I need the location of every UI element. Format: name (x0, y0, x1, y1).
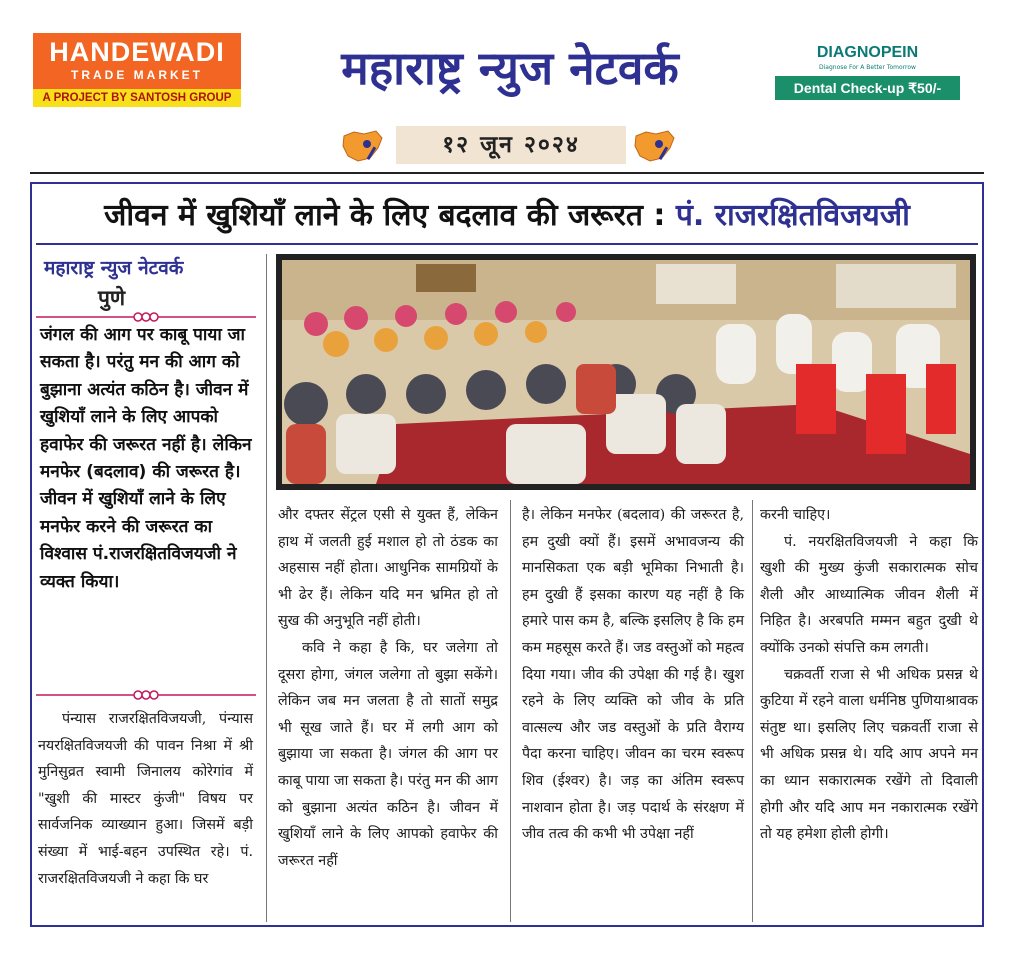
issue-date: १२ जून २०२४ (396, 126, 626, 164)
headline-rule (36, 243, 978, 245)
col2-para-1: और दफ्तर सेंट्रल एसी से युक्त हैं, लेकिन हाथ में जलती हुई मशाल हो तो ठंडक का अहसास नहीं होता। आधुनिक सामग्रियों के भी ढेर हैं। लेकिन यदि मन भ्रमित हो तो सुख की अनुभूति नहीं होती। (278, 507, 498, 630)
body-column-1 (38, 706, 253, 892)
ad-right-offer: Dental Check-up ₹50/- (775, 76, 960, 100)
byline: महाराष्ट्र न्युज नेटवर्क (44, 257, 184, 279)
article-intro: जंगल की आग पर काबू पाया जा सकता है। परंतु मन की आग को बुझाना अत्यंत कठिन है। जीवन में खुशियाँ लाने के लिए आपको हवाफेर की जरूरत नहीं है। लेकिन मनफेर (बदलाव) की जरूरत है। जीवन में खुशियाँ लाने के लिए मनफेर करने की जरूरत का विश्वास पं.राजरक्षितविजयजी ने व्यक्त किया। (40, 325, 252, 592)
headline-main: जीवन में खुशियाँ लाने के लिए बदलाव की जरूरत : (104, 198, 666, 233)
column-separator (752, 500, 753, 922)
ad-handewadi[interactable] (33, 33, 241, 107)
col2-para-2: कवि ने कहा है कि, घर जलेगा तो दूसरा होगा, जंगल जलेगा तो बुझा सकेंगे। लेकिन जब मन जलता है तो सातों समुद्र भी सूख जाते हैं। घर में लगी आग को बुझाया जा सकता है। जंगल की आग पर काबू पाया जा सकता है। परंतु मन की आग को बुझाना अत्यंत कठिन है। जीवन में खुशियाँ लाने के लिए आपको हवाफेर की जरूरत नहीं (278, 639, 498, 869)
divider-ornament-bottom (36, 688, 256, 702)
maharashtra-map-logo-left (340, 128, 384, 164)
column-separator (510, 500, 511, 922)
ad-right-brand: DIAGNOPEIN (816, 44, 919, 61)
ad-left-title: HANDEWADI (49, 37, 225, 67)
ad-left-footer: A PROJECT BY SANTOSH GROUP (33, 89, 241, 107)
article-photo[interactable] (276, 254, 976, 490)
body-column-3 (522, 502, 744, 848)
column-separator (266, 254, 267, 922)
ad-left-subtitle: TRADE MARKET (71, 68, 203, 82)
body-column-4 (760, 502, 978, 848)
col3-para-1: है। लेकिन मनफेर (बदलाव) की जरूरत है, हम दुखी क्यों हैं। इसमें अभावजन्य की मानसिकता एक बड़ी भूमिका निभाती है। हम दुखी हैं इसका कारण यह नहीं है कि हमारे पास कम है, बल्कि इसलिए है कि हम कम महसूस करते हैं। जड वस्तुओं को महत्व दिया गया। जीव की उपेक्षा की गई है। खुश रहने के लिए व्यक्ति को जीव के प्रति वात्सल्य और जड वस्तुओं के प्रति वैराग्य पैदा करना चाहिए। जीवन का चरम स्वरूप शिव (ईश्वर) है। जड़ का अंतिम स्वरूप नाशवान होता है। जड़ पदार्थ के संरक्षण में जीव तत्व की कभी भी उपेक्षा नहीं (522, 507, 744, 843)
maharashtra-map-logo-right (632, 128, 676, 164)
event-photo-illustration (276, 254, 976, 490)
col4-para-2: पं. नयरक्षितविजयजी ने कहा कि खुशी की मुख्य कुंजी सकारात्मक सोच शैली और आध्यात्मिक जीवन शैली में निहित है। अरबपति मम्मन बहुत दुखी थे क्योंकि उनको संपत्ति कम लगती। (760, 533, 978, 656)
col1-para: पंन्यास राजरक्षितविजयजी, पंन्यास नयरक्षितविजयजी की पावन निश्रा में श्री मुनिसुव्रत स्वामी जिनालय कोरेगांव में "खुशी की मास्टर कुंजी" विषय पर सार्वजनिक व्याख्यान हुआ। जिसमें बड़ी संख्या में भाई-बहन उपस्थित रहे। पं. राजरक्षितविजयजी ने कहा कि घर (38, 711, 253, 887)
headline-person: पं. राजरक्षितविजयजी (675, 198, 910, 233)
body-column-2 (278, 502, 498, 874)
dateline-city: पुणे (98, 286, 126, 310)
ad-right-tagline: Diagnose For A Better Tomorrow (819, 64, 916, 71)
col4-para-3: चक्रवर्ती राजा से भी अधिक प्रसन्न थे कुटिया में रहने वाला धर्मनिष्ठ पुणियाश्रावक संतुष्ट था। इसलिए लिए चक्रवर्ती राजा से भी अधिक प्रसन्न थे। यदि आप अपने मन का ध्यान सकारात्मक रखेंगे तो दिवाली होगी और यदि आप मन नकारात्मक रखेंगे तो यह हमेशा होली होगी। (760, 666, 978, 843)
masthead-rule (30, 172, 984, 174)
ad-diagnopein[interactable] (775, 42, 960, 100)
article-headline (36, 188, 978, 244)
newspaper-title: महाराष्ट्र न्युज नेटवर्क (341, 41, 679, 95)
col4-para-1: करनी चाहिए। (760, 507, 831, 523)
